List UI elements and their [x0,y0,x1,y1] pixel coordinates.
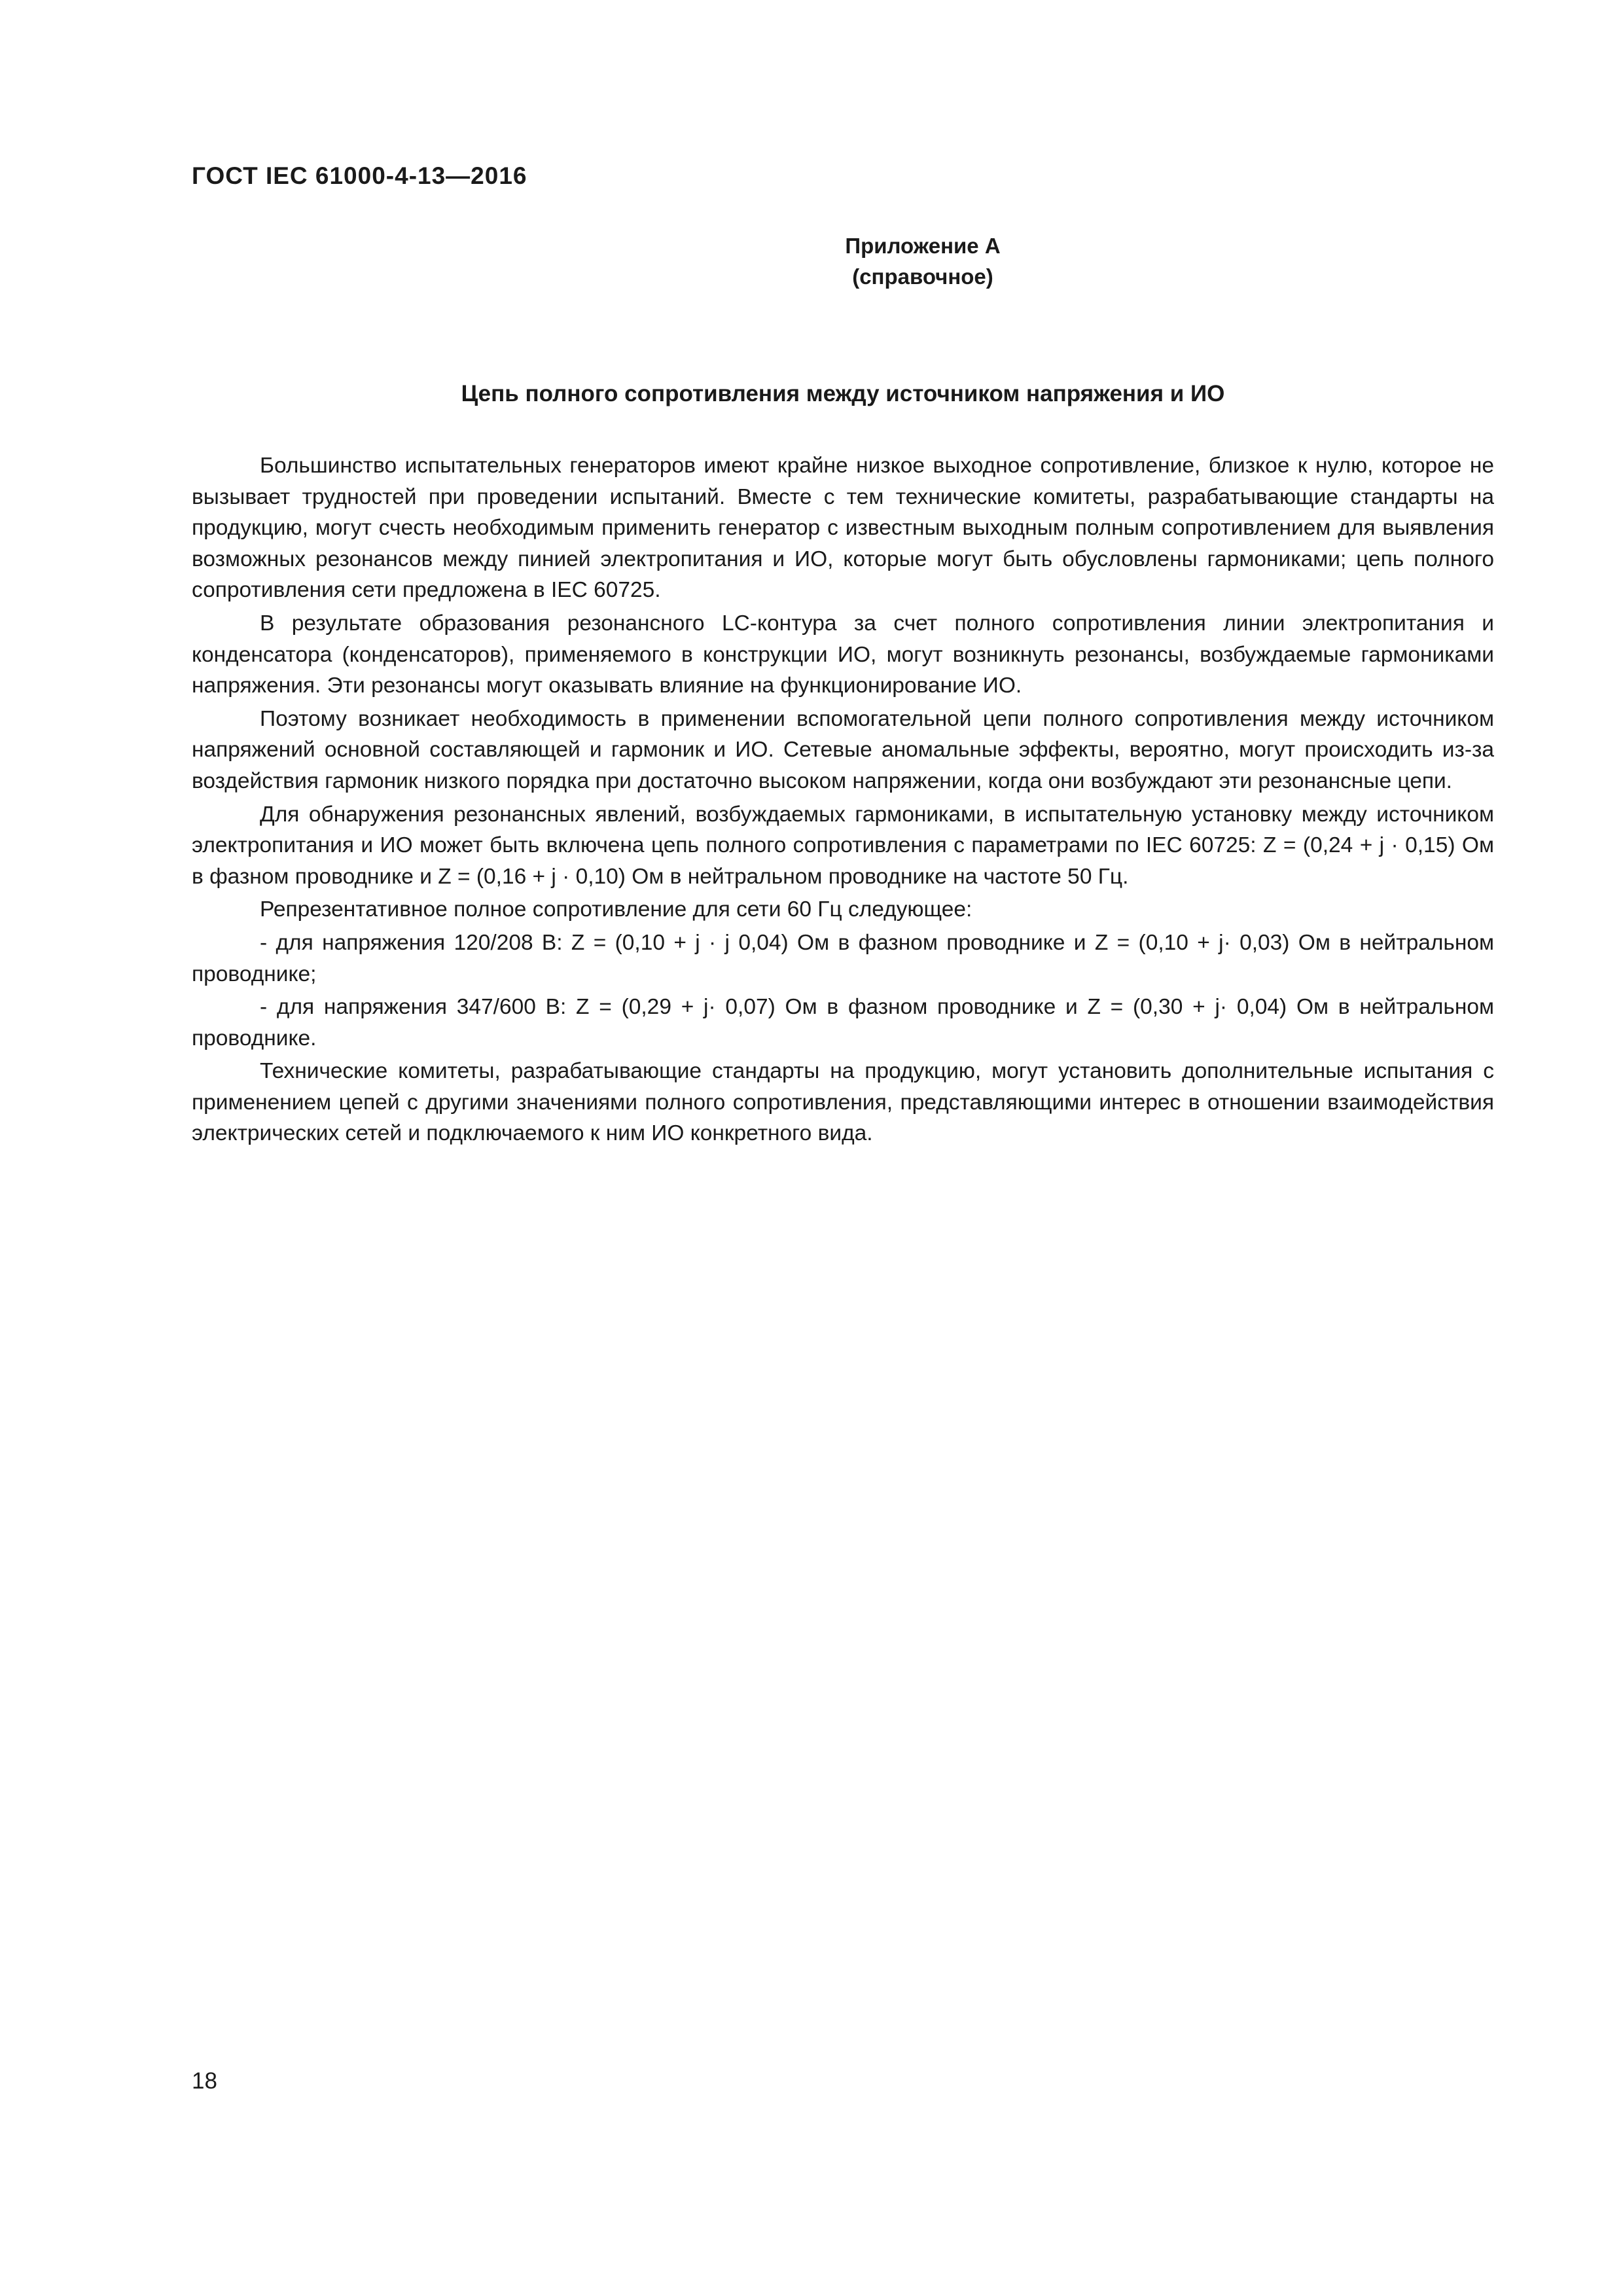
page-number: 18 [192,2068,217,2094]
document-code: ГОСТ IEC 61000-4-13—2016 [192,162,527,189]
paragraph: В результате образования резонансного LC-контура за счет полного сопротивления линии электропитания и конденсатора (конденсаторов), применяемого в конструкции ИО, могут возникнуть резонансы, возбуждаемые гармониками напряжения. Эти резонансы могут оказывать влияние на функционирование ИО. [192,611,1494,698]
paragraph: Для обнаружения резонансных явлений, возбуждаемых гармониками, в испытательную установку между источником электропитания и ИО может быть включена цепь полного сопротивления с параметрами по IEC 60725: Z = (0,24 + j · 0,15) Ом в фазном проводнике и Z = (0,16 + j · 0,10) Ом в нейтральном проводнике на частоте 50 Гц. [192,802,1494,889]
list-item: - для напряжения 347/600 В: Z = (0,29 + j· 0,07) Ом в фазном проводнике и Z = (0,30 + j· 0,04) Ом в нейтральном проводнике. [192,995,1494,1050]
paragraph: Технические комитеты, разрабатывающие стандарты на продукцию, могут установить дополнительные испытания с применением цепей с другими значениями полного сопротивления, представляющими интерес в отношении взаимодействия электрических сетей и подключаемого к ним ИО конкретного вида. [192,1059,1494,1146]
paragraph: Репрезентативное полное сопротивление для сети 60 Гц следующее: [260,897,972,922]
annex-label: Приложение А [845,234,1001,258]
paragraph: Большинство испытательных генераторов имеют крайне низкое выходное сопротивление, близкое к нулю, которое не вызывает трудностей при проведении испытаний. Вместе с тем технические комитеты, разрабатывающие стандарты на продукцию, могут счесть необходимым применить генератор с известным выходным полным сопротивлением для выявления возможных резонансов между пинией электропитания и ИО, которые могут быть обусловлены гармониками; цепь полного сопротивления сети предложена в IEC 60725. [192,454,1494,603]
annex-heading [654,230,1191,292]
annex-title: Цепь полного сопротивления между источником напряжения и ИО [461,381,1225,406]
annex-body [192,450,1494,1151]
list-item: - для напряжения 120/208 В: Z = (0,10 + j · j 0,04) Ом в фазном проводнике и Z = (0,10 + j· 0,03) Ом в нейтральном проводнике; [192,930,1494,986]
paragraph: Поэтому возникает необходимость в применении вспомогательной цепи полного сопротивления между источником напряжений основной составляющей и гармоник и ИО. Сетевые аномальные эффекты, вероятно, могут происходить из-за воздействия гармоник низкого порядка при достаточно высоком напряжении, когда они возбуждают эти резонансные цепи. [192,706,1494,793]
annex-status: (справочное) [852,264,993,289]
